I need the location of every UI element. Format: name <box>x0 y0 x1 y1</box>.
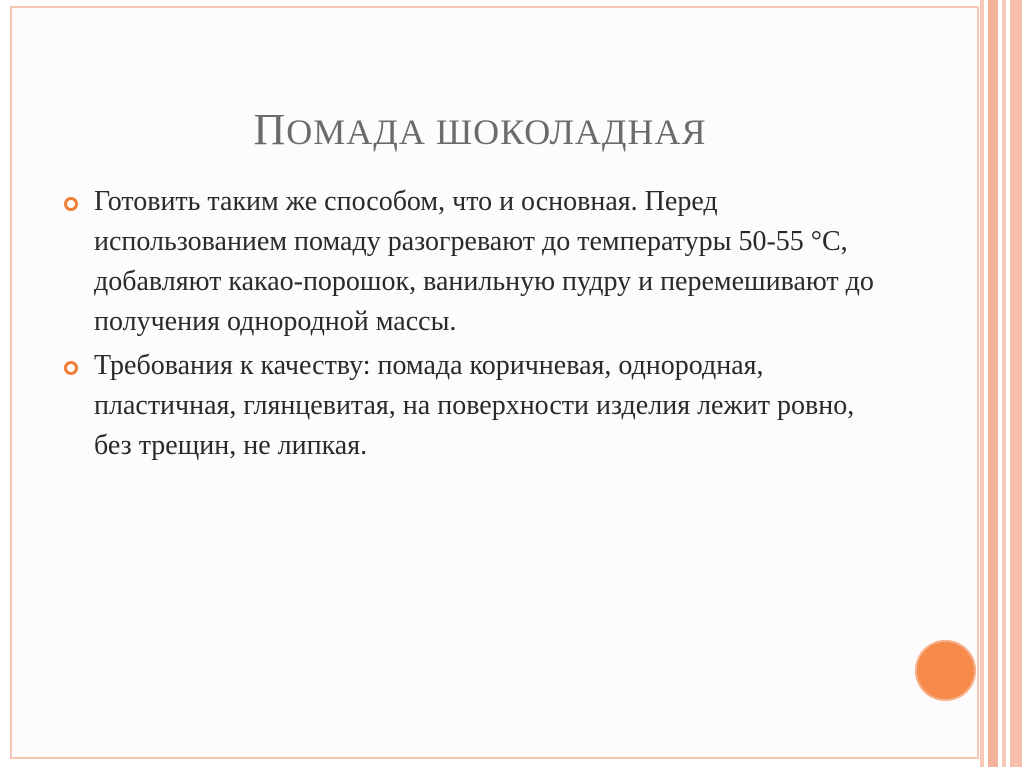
stripe <box>980 0 984 767</box>
bullet-text: Требования к качеству: помада коричневая, однородная, пластичная, глянцевитая, на поверхности изделия лежит ровно, без трещин, не липкая. <box>94 350 855 461</box>
slide-title-rest: ОМАДА ШОКОЛАДНАЯ <box>286 112 707 152</box>
ring-bullet-icon <box>64 197 78 211</box>
ring-bullet-icon <box>64 361 78 375</box>
stripe <box>988 0 998 767</box>
stripe <box>1010 0 1022 767</box>
slide-title-initial: П <box>253 105 287 154</box>
side-stripes <box>980 0 1024 767</box>
orange-circle-icon <box>915 640 976 701</box>
stripe <box>1002 0 1006 767</box>
slide-content <box>64 182 894 470</box>
bullet-item <box>64 182 894 342</box>
slide-title <box>0 104 960 155</box>
bullet-text: Готовить таким же способом, что и основная. Перед использованием помаду разогревают до температуры 50-55 °С, добавляют какао-порошок, ванильную пудру и перемешивают до получения однородной массы. <box>94 186 874 337</box>
bullet-item <box>64 346 894 466</box>
